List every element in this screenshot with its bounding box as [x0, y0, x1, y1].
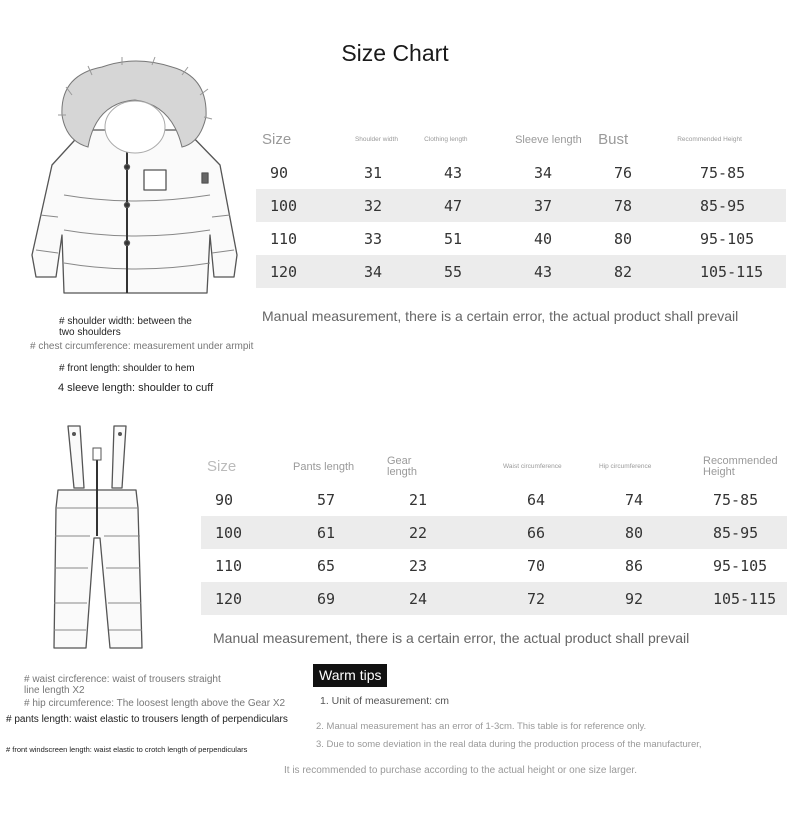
tip-unit: 1. Unit of measurement: cm	[320, 695, 449, 707]
cell-size: 110	[270, 229, 298, 248]
cell-bust: 76	[614, 163, 633, 182]
table-row	[201, 483, 787, 516]
tip-deviation: 3. Due to some deviation in the real data during the production process of the manufacturer,	[316, 739, 702, 750]
jacket-size-table	[256, 123, 786, 288]
cell-size: 100	[215, 523, 243, 542]
col-hip-header: Hip circumference	[599, 463, 652, 470]
cell-shoulder: 31	[364, 163, 383, 182]
cell-height: 75-85	[700, 163, 746, 182]
col-size-header: Size	[207, 458, 237, 475]
cell-height: 95-105	[713, 556, 768, 575]
cell-hip: 86	[625, 556, 644, 575]
cell-sleeve: 43	[534, 262, 553, 281]
legend-pants-length: # pants length: waist elastic to trousers length of perpendiculars	[6, 714, 288, 725]
cell-gear-length: 22	[409, 523, 428, 542]
jacket-sketch	[22, 55, 247, 305]
cell-hip: 80	[625, 523, 644, 542]
cell-waist: 66	[527, 523, 546, 542]
cell-height: 105-115	[713, 589, 777, 608]
col-shoulder-header: Shoulder width	[354, 136, 398, 143]
cell-size: 120	[270, 262, 298, 281]
table-row	[201, 549, 787, 582]
cell-bust: 78	[614, 196, 633, 215]
warm-tips-label: Warm tips	[313, 664, 387, 687]
cell-hip: 74	[625, 490, 644, 509]
col-sleeve-header: Sleeve length	[515, 133, 582, 146]
cell-sleeve: 37	[534, 196, 553, 215]
cell-pants-length: 69	[317, 589, 336, 608]
cell-sleeve: 34	[534, 163, 553, 182]
cell-shoulder: 33	[364, 229, 383, 248]
cell-pants-length: 61	[317, 523, 336, 542]
col-clothing-length-header: Clothing length	[424, 136, 468, 143]
legend-front-length: # front length: shoulder to hem	[59, 363, 195, 374]
cell-pants-length: 65	[317, 556, 336, 575]
cell-hip: 92	[625, 589, 644, 608]
jacket-measurement-note: Manual measurement, there is a certain error, the actual product shall prevail	[262, 308, 739, 324]
cell-shoulder: 34	[364, 262, 383, 281]
col-height-header: Recommended Height	[703, 454, 778, 478]
cell-height: 85-95	[700, 196, 746, 215]
pants-measurement-note: Manual measurement, there is a certain error, the actual product shall prevail	[213, 630, 690, 646]
table-row	[201, 516, 787, 549]
cell-clothing-length: 43	[444, 163, 463, 182]
table-row	[256, 222, 786, 255]
table-header-row	[256, 123, 786, 156]
legend-chest: # chest circumference: measurement under armpit	[30, 341, 254, 352]
tip-recommendation: It is recommended to purchase according to the actual height or one size larger.	[284, 765, 637, 776]
table-header-row	[201, 450, 787, 483]
cell-size: 120	[215, 589, 243, 608]
col-size-header: Size	[262, 131, 292, 148]
cell-size: 100	[270, 196, 298, 215]
table-row	[256, 255, 786, 288]
cell-size: 90	[215, 490, 234, 509]
col-bust-header: Bust	[598, 131, 629, 148]
cell-size: 90	[270, 163, 289, 182]
overalls-sketch	[42, 418, 182, 663]
legend-hip: # hip circumference: The loosest length above the Gear X2	[24, 698, 286, 709]
legend-front-windscreen: # front windscreen length: waist elastic to crotch length of perpendiculars	[6, 745, 248, 754]
table-row	[256, 189, 786, 222]
table-row	[201, 582, 787, 615]
cell-gear-length: 24	[409, 589, 428, 608]
cell-sleeve: 40	[534, 229, 553, 248]
cell-bust: 82	[614, 262, 633, 281]
cell-clothing-length: 55	[444, 262, 463, 281]
cell-clothing-length: 47	[444, 196, 463, 215]
cell-height: 95-105	[700, 229, 755, 248]
col-height-header: Recommended Height	[677, 136, 742, 143]
legend-shoulder: # shoulder width: between the two shoulders	[59, 316, 192, 338]
page-title: Size Chart	[341, 40, 449, 66]
cell-shoulder: 32	[364, 196, 383, 215]
col-waist-header: Waist circumference	[503, 463, 562, 470]
col-pants-length-header: Pants length	[293, 460, 355, 473]
cell-height: 75-85	[713, 490, 759, 509]
cell-waist: 64	[527, 490, 546, 509]
col-gear-length-header: Gear length	[387, 454, 417, 478]
cell-pants-length: 57	[317, 490, 336, 509]
cell-gear-length: 23	[409, 556, 428, 575]
cell-waist: 70	[527, 556, 546, 575]
cell-bust: 80	[614, 229, 633, 248]
table-row	[256, 156, 786, 189]
legend-waist: # waist circference: waist of trousers straight line length X2	[24, 674, 221, 696]
cell-size: 110	[215, 556, 243, 575]
cell-gear-length: 21	[409, 490, 428, 509]
legend-sleeve: 4 sleeve length: shoulder to cuff	[58, 382, 214, 394]
pants-size-table	[201, 450, 787, 615]
tip-error: 2. Manual measurement has an error of 1-3cm. This table is for reference only.	[316, 721, 647, 732]
cell-height: 85-95	[713, 523, 759, 542]
cell-clothing-length: 51	[444, 229, 463, 248]
cell-height: 105-115	[700, 262, 764, 281]
cell-waist: 72	[527, 589, 546, 608]
